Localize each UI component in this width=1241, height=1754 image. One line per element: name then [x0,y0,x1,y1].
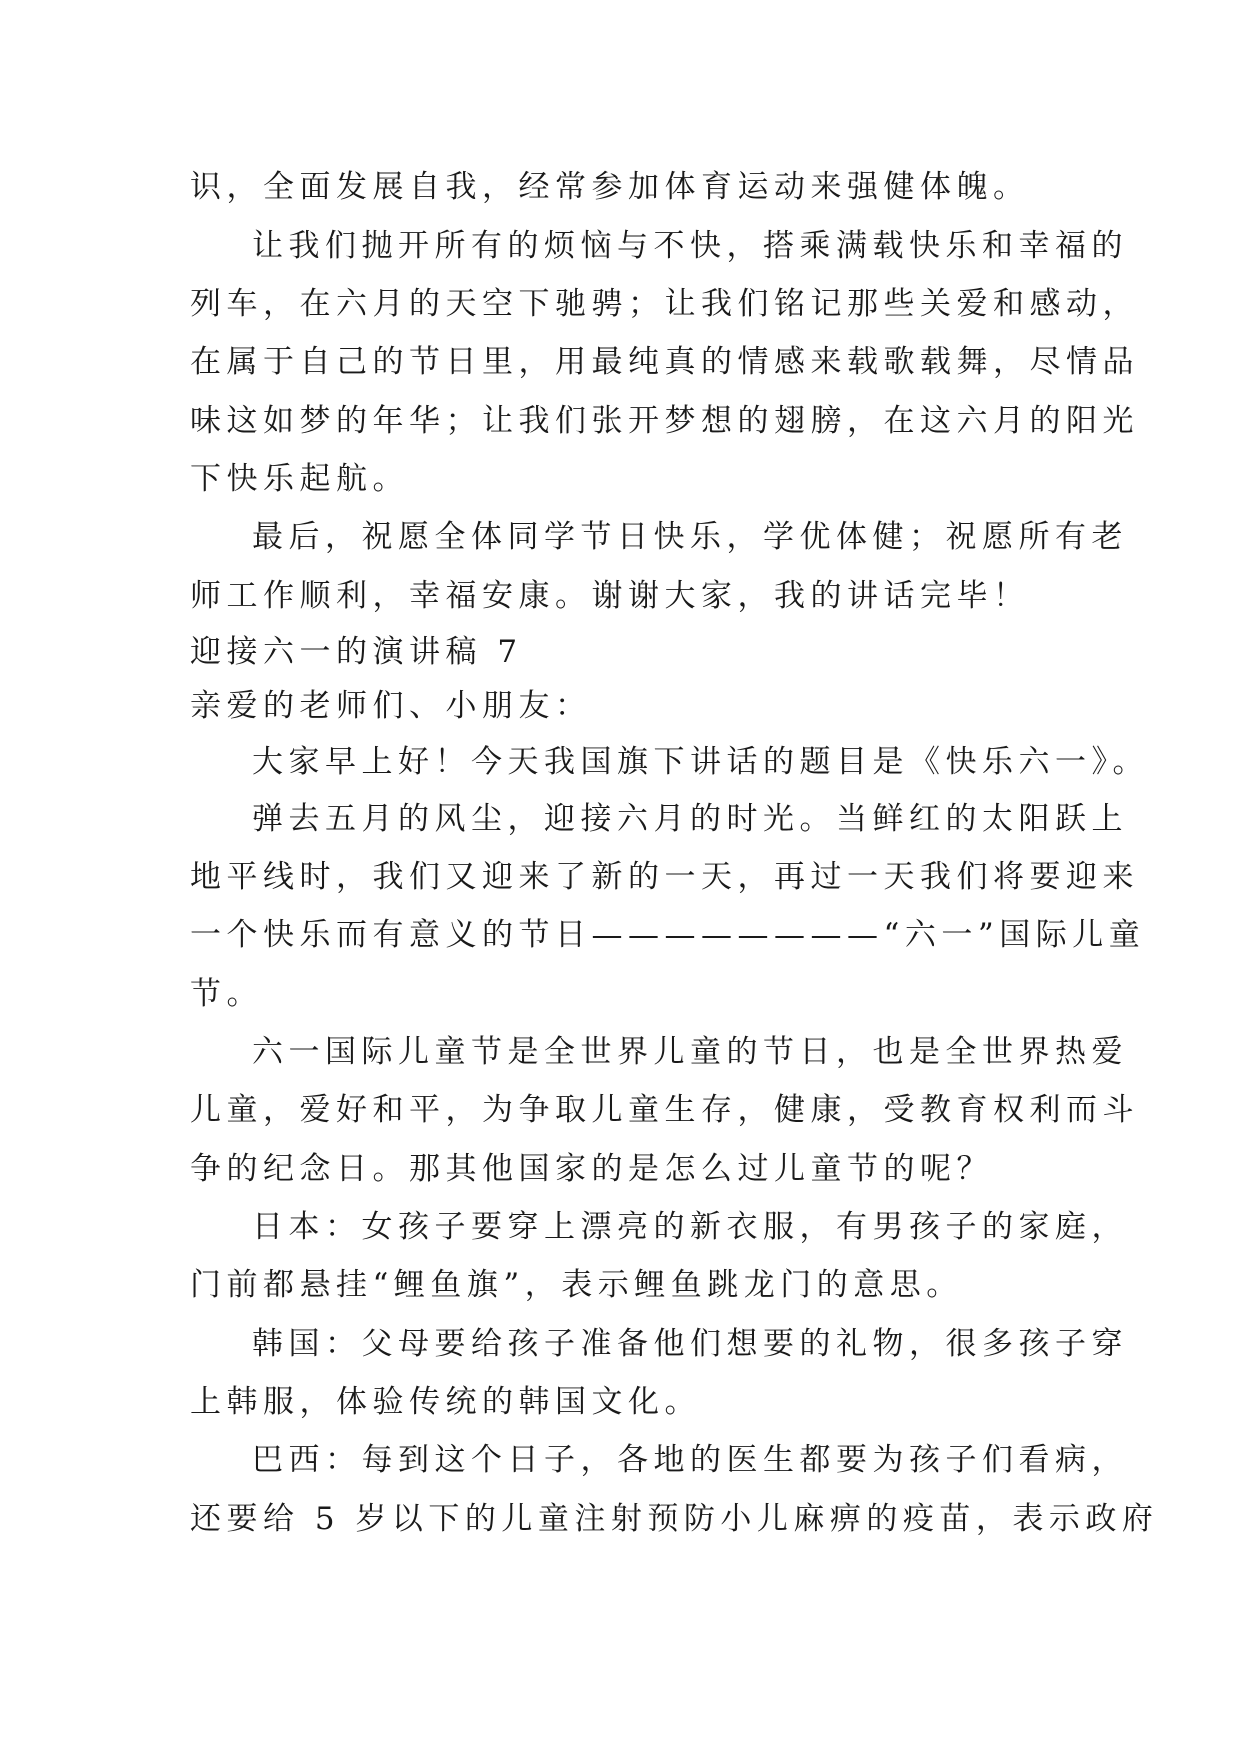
text-line: 巴西：每到这个日子，各地的医生都要为孩子们看病， [252,1442,1128,1478]
text-line: 弹去五月的风尘，迎接六月的时光。当鲜红的太阳跃上 [252,801,1128,837]
text-line: 大家早上好！今天我国旗下讲话的题目是《快乐六一》。 [252,744,1149,780]
text-line: 日本：女孩子要穿上漂亮的新衣服，有男孩子的家庭， [252,1209,1128,1245]
text-line: 门前都悬挂“鲤鱼旗”，表示鲤鱼跳龙门的意思。 [190,1267,963,1303]
section-heading: 迎接六一的演讲稿 7 [190,634,523,670]
text-line: 地平线时，我们又迎来了新的一天，再过一天我们将要迎来 [190,859,1139,895]
text-line: 一个快乐而有意义的节日————————“六一”国际儿童 [190,917,1146,953]
text-line: 让我们抛开所有的烦恼与不快，搭乘满载快乐和幸福的 [252,228,1128,264]
text-line: 上韩服，体验传统的韩国文化。 [190,1384,701,1420]
text-line: 节。 [190,976,263,1012]
text-line: 争的纪念日。那其他国家的是怎么过儿童节的呢？ [190,1151,993,1187]
text-line: 儿童，爱好和平，为争取儿童生存，健康，受教育权利而斗 [190,1092,1139,1128]
text-line: 最后，祝愿全体同学节日快乐，学优体健；祝愿所有老 [252,519,1128,555]
text-line: 下快乐起航。 [190,461,409,497]
text-line: 六一国际儿童节是全世界儿童的节日，也是全世界热爱 [252,1034,1128,1070]
text-line: 韩国：父母要给孩子准备他们想要的礼物，很多孩子穿 [252,1326,1128,1362]
text-line: 识，全面发展自我，经常参加体育运动来强健体魄。 [190,169,1030,205]
text-line: 味这如梦的年华；让我们张开梦想的翅膀，在这六月的阳光 [190,403,1139,439]
text-line: 还要给 5 岁以下的儿童注射预防小儿麻痹的疫苗，表示政府 [190,1501,1159,1537]
text-line: 在属于自己的节日里，用最纯真的情感来载歌载舞，尽情品 [190,344,1139,380]
salutation: 亲爱的老师们、小朋友： [190,688,592,724]
text-line: 师工作顺利，幸福安康。谢谢大家，我的讲话完毕！ [190,578,1030,614]
text-line: 列车，在六月的天空下驰骋；让我们铭记那些关爱和感动， [190,286,1139,322]
